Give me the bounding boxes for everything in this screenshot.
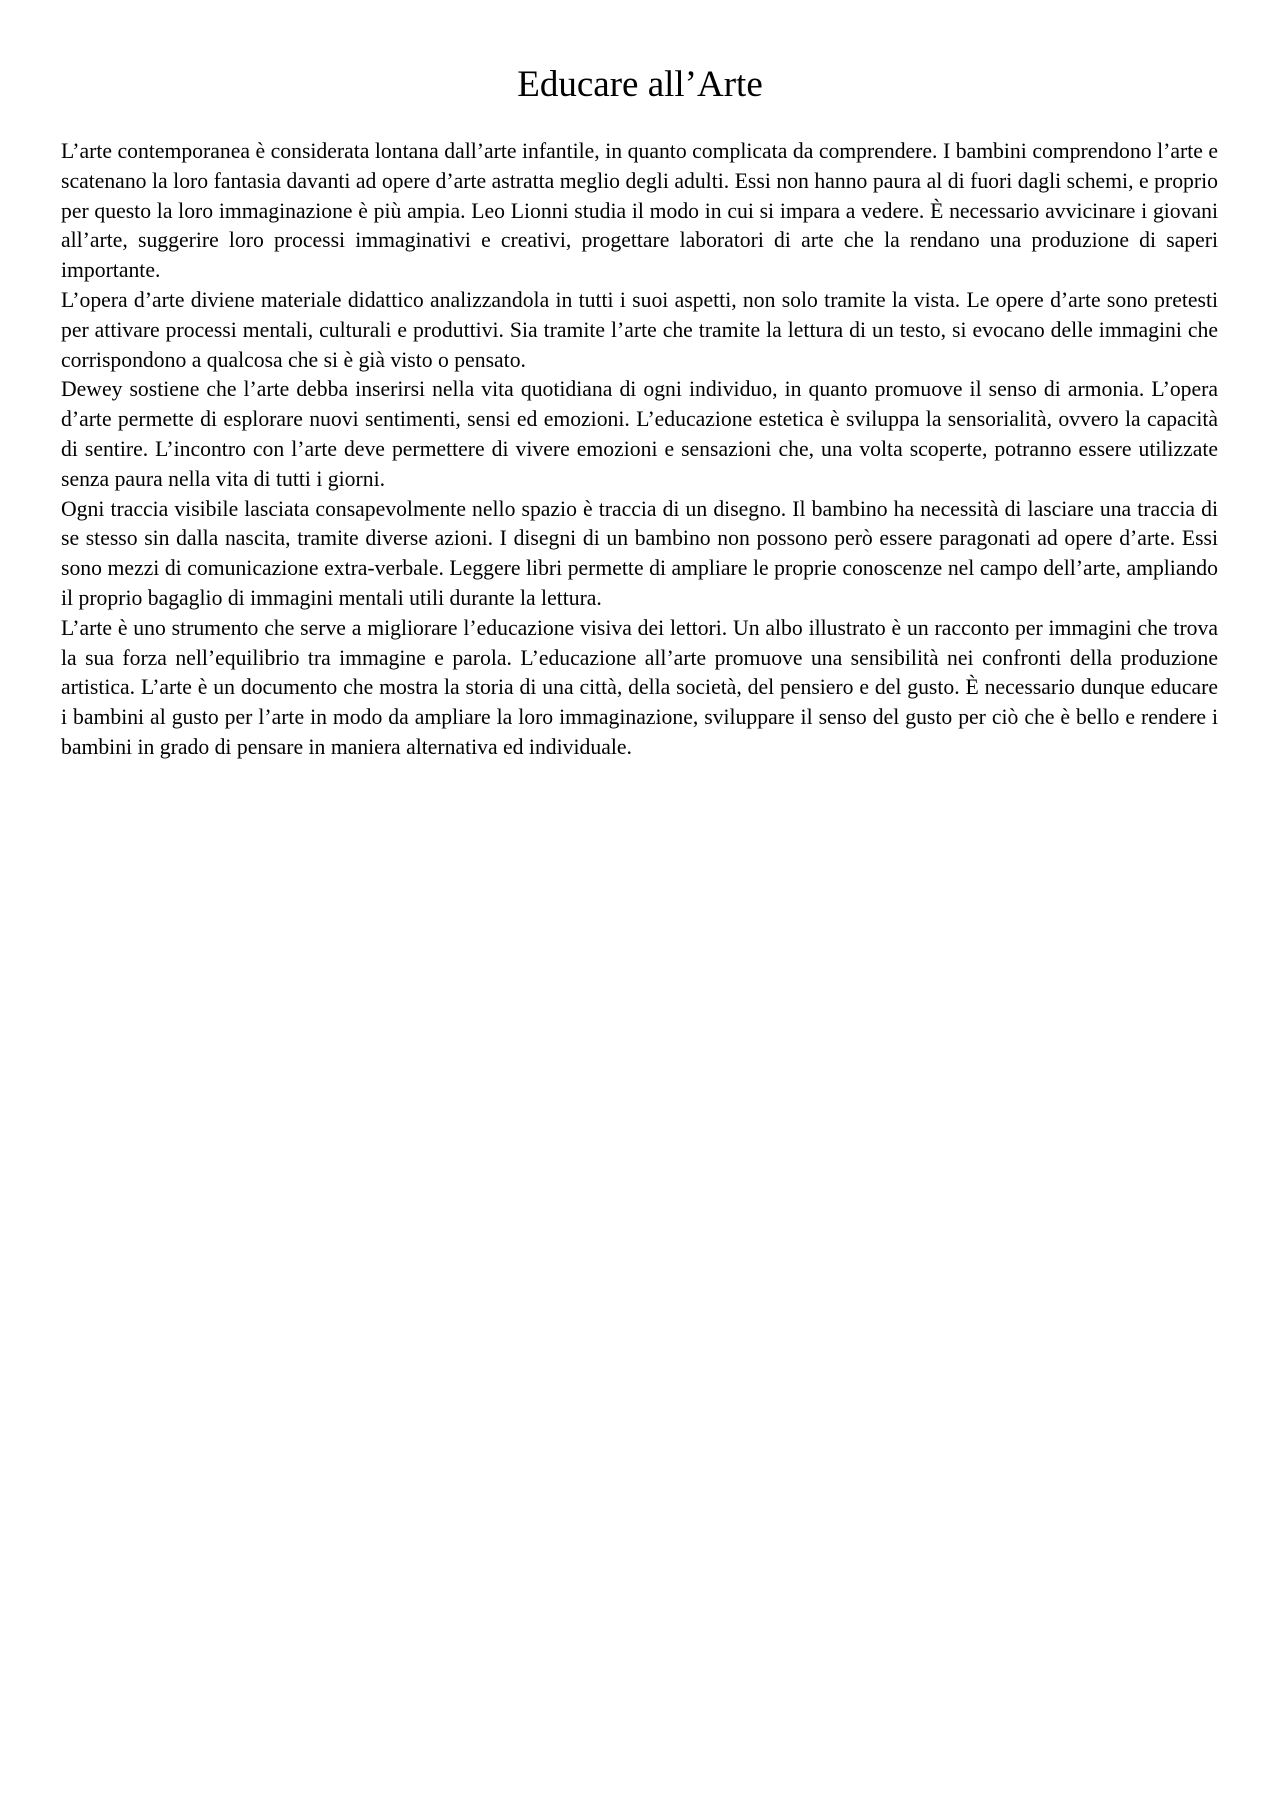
paragraph: L’arte contemporanea è considerata lontana dall’arte infantile, in quanto complicata da comprendere. I bambini comprendono l’arte e scatenano la loro fantasia davanti ad opere d’arte astratta meglio degli adulti. Essi non hanno paura al di fuori dagli schemi, e proprio per questo la loro immaginazione è più ampia. Leo Lionni studia il modo in cui si impara a vedere. È necessario avvicinare i giovani all’arte, suggerire loro processi immaginativi e creativi, progettare laboratori di arte che la rendano una produzione di saperi importante.	[61, 139, 1218, 283]
document-body	[61, 137, 1218, 763]
paragraph: Dewey sostiene che l’arte debba inserirsi nella vita quotidiana di ogni individuo, in quanto promuove il senso di armonia. L’opera d’arte permette di esplorare nuovi sentimenti, sensi ed emozioni. L’educazione estetica è sviluppa la sensorialità, ovvero la capacità di sentire. L’incontro con l’arte deve permettere di vivere emozioni e sensazioni che, una volta scoperte, potranno essere utilizzate senza paura nella vita di tutti i giorni.	[61, 377, 1218, 491]
paragraph: L’arte è uno strumento che serve a migliorare l’educazione visiva dei lettori. Un albo illustrato è un racconto per immagini che trova la sua forza nell’equilibrio tra immagine e parola. L’educazione all’arte promuove una sensibilità nei confronti della produzione artistica. L’arte è un documento che mostra la storia di una città, della società, del pensiero e del gusto. È necessario dunque educare i bambini al gusto per l’arte in modo da ampliare la loro immaginazione, sviluppare il senso del gusto per ciò che è bello e rendere i bambini in grado di pensare in maniera alternativa ed individuale.	[61, 615, 1218, 759]
paragraph: L’opera d’arte diviene materiale didattico analizzandola in tutti i suoi aspetti, non solo tramite la vista. Le opere d’arte sono pretesti per attivare processi mentali, culturali e produttivi. Sia tramite l’arte che tramite la lettura di un testo, si evocano delle immagini che corrispondono a qualcosa che si è già visto o pensato.	[61, 287, 1218, 372]
paragraph: Ogni traccia visibile lasciata consapevolmente nello spazio è traccia di un disegno. Il bambino ha necessità di lasciare una traccia di se stesso sin dalla nascita, tramite diverse azioni. I disegni di un bambino non possono però essere paragonati ad opere d’arte. Essi sono mezzi di comunicazione extra-verbale. Leggere libri permette di ampliare le proprie conoscenze nel campo dell’arte, ampliando il proprio bagaglio di immagini mentali utili durante la lettura.	[61, 496, 1218, 610]
document-title: Educare all’Arte	[517, 64, 763, 105]
